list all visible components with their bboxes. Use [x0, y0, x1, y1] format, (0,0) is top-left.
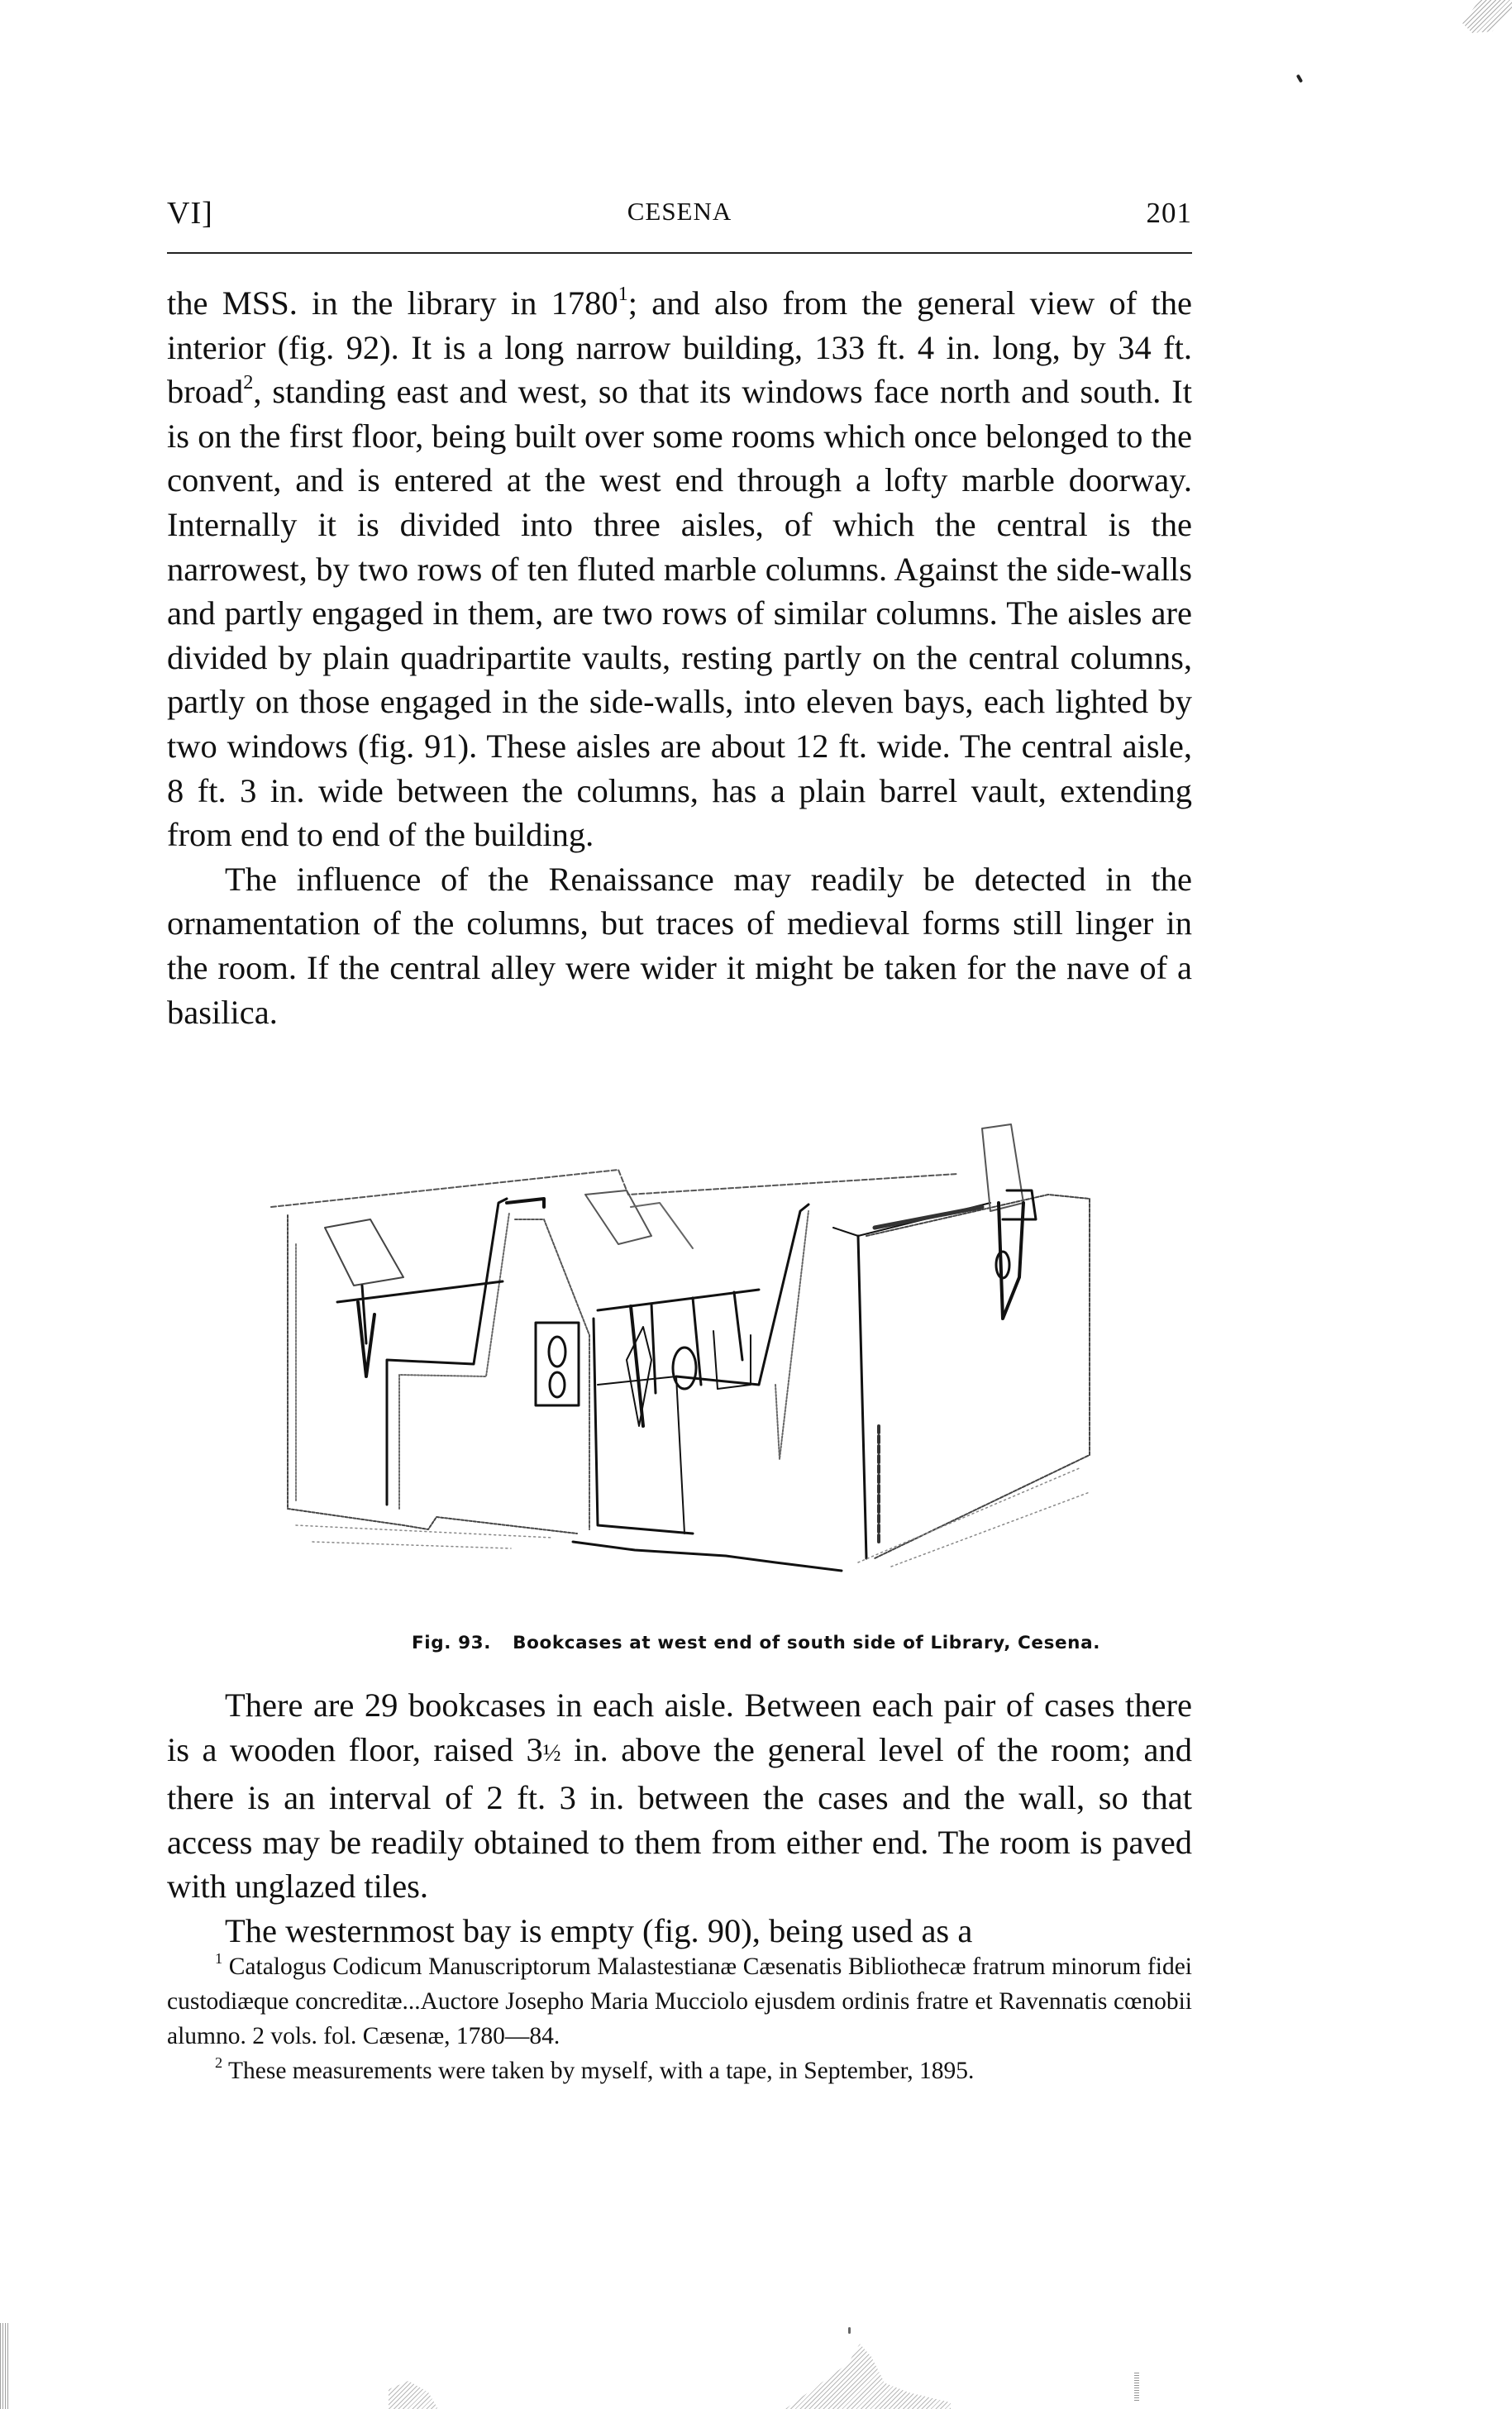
paragraph — [167, 1683, 1192, 1909]
text-run: ; and also from the general view of the interior (fig. 92). It is a long narrow building, 133 ft. 4 in. long, by 34 ft. broad — [167, 284, 1193, 411]
footnote-2 — [167, 2054, 1192, 2088]
footnote-text: These measurements were taken by myself, with a tape, in September, 1895. — [227, 2058, 975, 2084]
running-title: CESENA — [627, 197, 732, 226]
figure-illustration — [263, 1112, 1156, 1575]
scan-stain — [389, 2381, 438, 2409]
paragraph — [167, 1909, 1192, 1953]
scan-speck — [1296, 74, 1303, 83]
running-head — [167, 195, 1192, 236]
footnote-text: Catalogus Codicum Manuscriptorum Malastestianæ Cæsenatis Bibliothecæ fratrum minorum fidei custodiæque concreditæ...Auctore Josepho Maria Mucciolo ejusdem ordinis fratre et Ravennatis cœnobii alumno. 2 vols. fol. Cæsenæ, 1780—84. — [167, 1953, 1193, 2049]
fraction: ½ — [542, 1739, 561, 1767]
text-run: in. above the general level of the room; and there is an interval of 2 ft. 3 in. between the cases and the wall, so that access may be readily obtained to them from either end. The room is paved with unglazed tiles. — [167, 1730, 1192, 1906]
text-run: The influence of the Renaissance may readily be detected in the ornamentation of the columns, but traces of medieval forms still linger in the room. If the central alley were wider it might be taken for the nave of a basilica. — [167, 860, 1192, 1031]
body-text-top — [167, 281, 1192, 1034]
figure-caption-text: Bookcases at west end of south side of Library, Cesena. — [513, 1633, 1100, 1653]
footnote-marker: 1 — [215, 1950, 223, 1968]
scan-speck — [848, 2327, 851, 2334]
paragraph — [167, 857, 1192, 1034]
page-number: 201 — [1146, 197, 1192, 229]
footnotes — [167, 1949, 1192, 2088]
figure-label: Fig. 93. — [412, 1633, 492, 1653]
bookcase-drawing — [263, 1112, 1156, 1575]
scan-stain — [785, 2344, 951, 2409]
footnote-1 — [167, 1949, 1192, 2054]
text-run: There are 29 bookcases in each aisle. Between each pair of cases there is a wooden floor, raised 3 — [167, 1686, 1192, 1768]
text-run: , standing east and west, so that its windows face north and south. It is on the first floor, being built over some rooms which once belonged to the convent, and is entered at the west end through a lofty marble doorway. Internally it is divided into three aisles, of which the central is the narrowest, by two rows of ten fluted marble columns. Against the side-walls and partly engaged in them, are two rows of similar columns. The aisles are divided by plain quadripartite vaults, resting partly on the central columns, partly on those engaged in the side-walls, into eleven bays, each lighted by two windows (fig. 91). These aisles are about 12 ft. wide. The central aisle, 8 ft. 3 in. wide between the columns, has a plain barrel vault, extending from end to end of the building. — [167, 373, 1192, 854]
text-run: The westernmost bay is empty (fig. 90), being used as a — [225, 1911, 973, 1949]
body-text-bottom — [167, 1683, 1192, 1953]
footnote-marker: 2 — [215, 2054, 223, 2072]
scan-stain — [1134, 2373, 1139, 2401]
figure-caption — [0, 1633, 1512, 1653]
footnote-reference: 1 — [618, 283, 628, 306]
text-run: the MSS. in the library in 1780 — [167, 284, 618, 322]
chapter-marker: VI] — [167, 196, 213, 231]
scan-stain — [0, 2323, 10, 2409]
footnote-reference: 2 — [243, 371, 254, 394]
scan-stain — [1462, 0, 1512, 33]
paragraph — [167, 281, 1192, 857]
header-rule — [167, 252, 1192, 254]
